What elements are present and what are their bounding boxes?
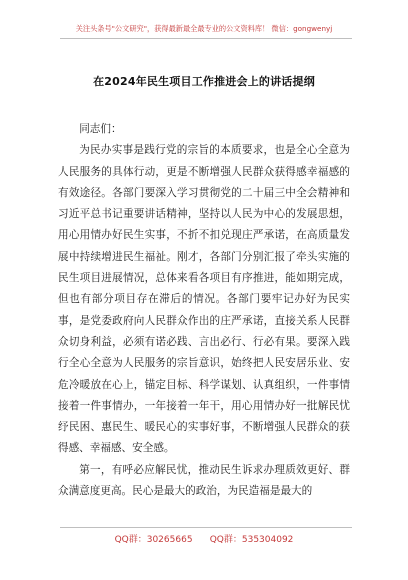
footer-divider <box>60 527 352 528</box>
greeting: 同志们： <box>79 123 122 135</box>
header-banner: 关注头条号"公文研究"，获得最新最全最专业的公文资料库！ 微信：gongwenyj <box>75 24 333 33</box>
body-paragraph: 为民办实事是践行党的宗旨的本质要求，也是全心全意为人民服务的具体行动，更是不断增强人民群众获得感幸福感的有效途径。各部门要深入学习贯彻党的二十届三中全会精神和习近平总书记重要讲话精神，坚持以人民为中心的发展思想，用心用情办好民生实事，不折不扣兑现庄严承诺，在高质量发展中持续增进民生福祉。刚才，各部门分别汇报了牵头实施的民生项目进展情况，总体来看各项目有序推进，能如期完成，但也有部分项目存在滞后的情况。各部门要牢记办好为民实事，是党委政府向人民群众作出的庄严承诺，直接关系人民群众切身利益，必须有诺必践、言出必行、行必有果。要深入践行全心全意为人民服务的宗旨意识，始终把人民安居乐业、安危冷暖放在心上，锚定目标、科学谋划、认真组织，一件事情接着一件事情办，一年接着一年干，用心用情办好一批解民忧纾民困、惠民生、暖民心的实事好事，不断增强人民群众的获得感、幸福感、安全感。 <box>58 144 350 455</box>
footer-banner: QQ群：30265665 QQ群：535304092 <box>114 535 294 545</box>
header-divider <box>60 38 352 39</box>
document-body <box>58 119 350 502</box>
document-title: 在2024年民生项目工作推进会上的讲话提纲 <box>93 75 315 88</box>
body-paragraph: 第一，有呼必应解民忧，推动民生诉求办理质效更好、群众满意度更高。民心是最大的政治，为民造福是最大的 <box>58 463 350 498</box>
